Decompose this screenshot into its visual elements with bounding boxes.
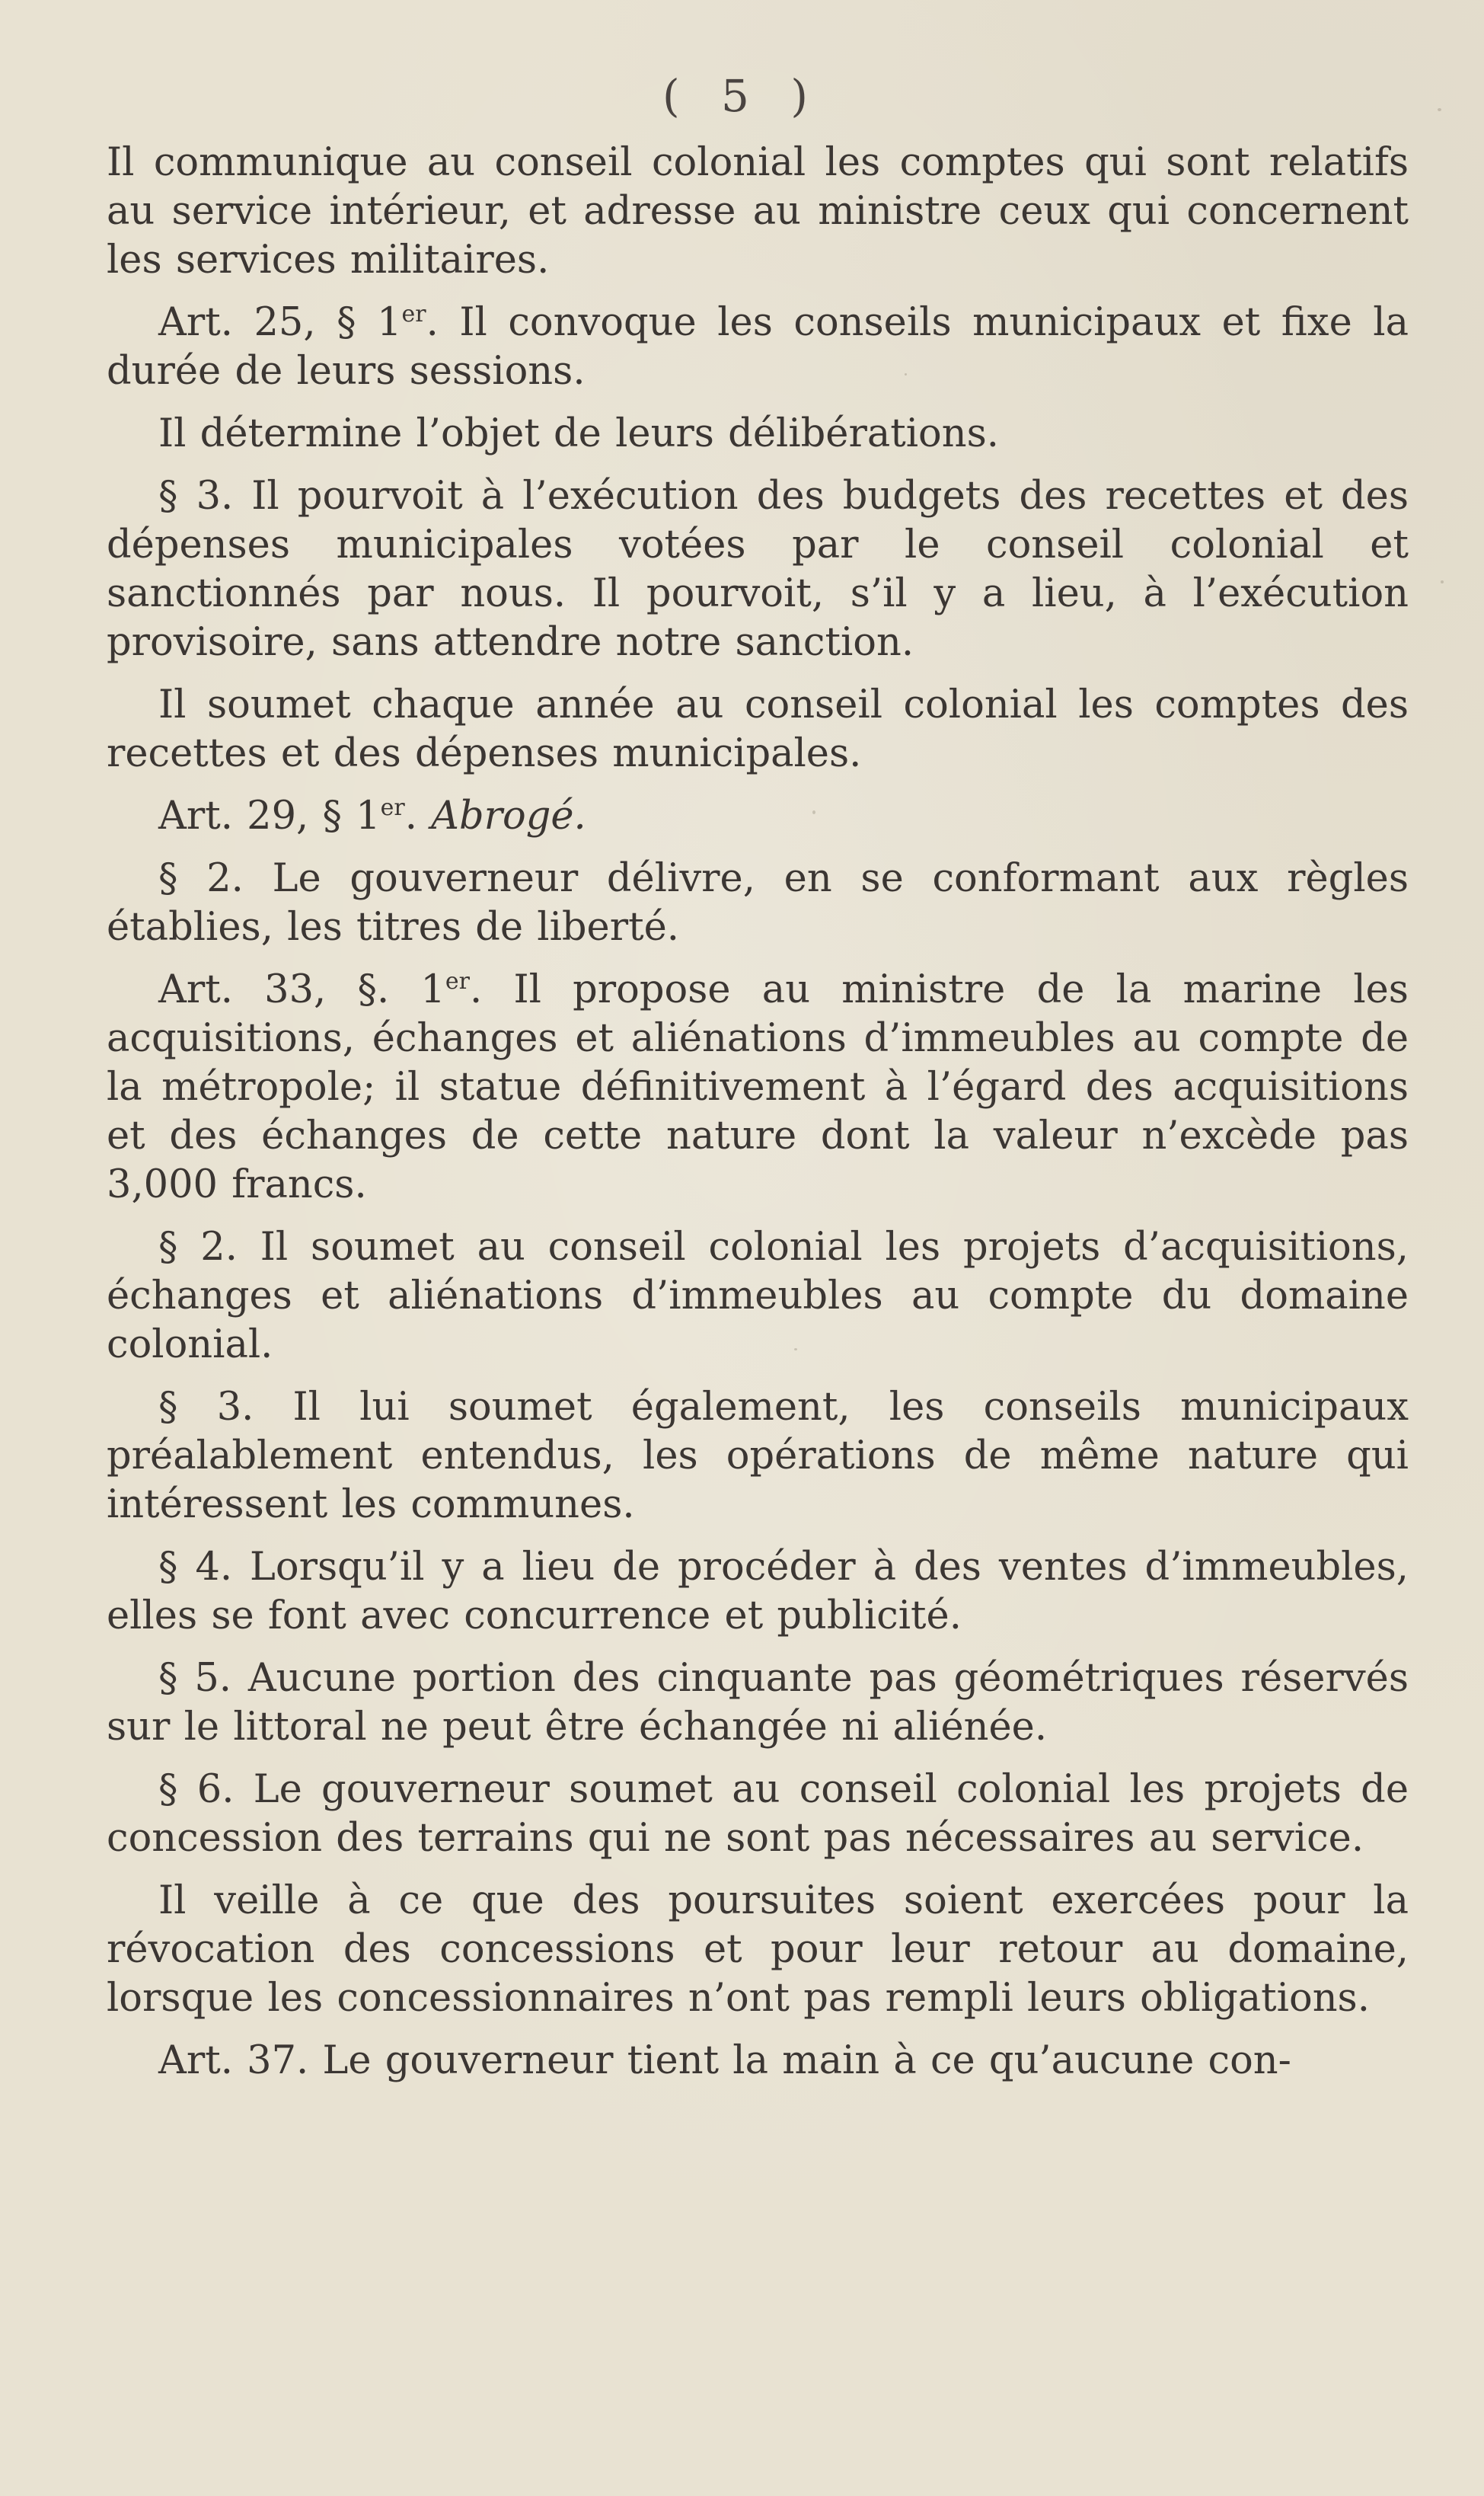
paragraph-text: § 4. Lorsqu’il y a lieu de procéder à des ventes d’immeubles, elles se font avec concurrence et publicité. [107, 1545, 1409, 1638]
paragraph-text: . Il propose au ministre de la marine les acquisitions, échanges et aliénations d’immeubles au compte de la métropole; il statue définitivement à l’égard des acquisitions et des échanges de cette nature dont la valeur n’excède pas 3,000 francs. [107, 967, 1409, 1207]
paragraph-5 [107, 681, 1409, 778]
paragraph-text: § 3. Il lui soumet également, les conseils municipaux préalablement entendus, les opérations de même nature qui intéressent les communes. [107, 1385, 1409, 1527]
paragraph-9 [107, 1223, 1409, 1369]
ordinal-superscript: er [380, 794, 405, 821]
paragraph-text: Art. 37. Le gouverneur tient la main à ce qu’aucune con- [158, 2038, 1291, 2083]
article-reference: Art. 25, § 1 [158, 300, 402, 345]
article-reference: Art. 33, §. 1 [158, 967, 445, 1012]
ordinal-superscript: er [445, 968, 470, 995]
paragraph-text: . [404, 794, 432, 839]
paragraph-7 [107, 855, 1409, 952]
paragraph-10 [107, 1383, 1409, 1529]
paper-speck [1441, 580, 1444, 583]
paragraph-11 [107, 1543, 1409, 1641]
paragraph-4 [107, 472, 1409, 667]
page-number: ( 5 ) [662, 70, 822, 122]
paragraph-6 [107, 792, 1409, 841]
paragraph-text: Il communique au conseil colonial les comptes qui sont relatifs au service intérieur, et adresse au ministre ceux qui concernent les services militaires. [107, 140, 1409, 283]
paper-speck [1438, 108, 1441, 111]
paragraph-text: § 6. Le gouverneur soumet au conseil colonial les projets de concession des terrains qui ne sont pas nécessaires au service. [107, 1767, 1409, 1861]
paragraph-text: . Il convoque les conseils municipaux et fixe la durée de leurs sessions. [107, 300, 1409, 394]
paragraph-8 [107, 966, 1409, 1210]
paragraph-text: Il détermine l’objet de leurs délibérations. [158, 411, 999, 456]
paragraph-1 [107, 139, 1409, 285]
paragraph-12 [107, 1654, 1409, 1752]
paragraph-2 [107, 299, 1409, 396]
paragraph-text: Il soumet chaque année au conseil colonial les comptes des recettes et des dépenses municipales. [107, 682, 1409, 776]
paper-speck [812, 810, 815, 814]
paragraph-15 [107, 2037, 1409, 2085]
paragraph-14 [107, 1877, 1409, 2023]
abrogated-label: Abrogé. [431, 794, 586, 839]
paragraph-text: § 2. Il soumet au conseil colonial les projets d’acquisitions, échanges et aliénations d’immeubles au compte du domaine colonial. [107, 1225, 1409, 1367]
paragraph-text: § 3. Il pourvoit à l’exécution des budgets des recettes et des dépenses municipales votées par le conseil colonial et sanctionnés par nous. Il pourvoit, s’il y a lieu, à l’exécution provisoire, sans attendre notre sanction. [107, 474, 1409, 665]
paragraph-text: Il veille à ce que des poursuites soient exercées pour la révocation des concessions et pour leur retour au domaine, lorsque les concessionnaires n’ont pas rempli leurs obligations. [107, 1878, 1409, 2021]
paragraph-text: § 5. Aucune portion des cinquante pas géométriques réservés sur le littoral ne peut être échangée ni aliénée. [107, 1656, 1409, 1750]
paragraph-13 [107, 1766, 1409, 1863]
paper-speck [794, 1348, 797, 1350]
document-body [107, 139, 1409, 2099]
paragraph-3 [107, 410, 1409, 459]
article-reference: Art. 29, § 1 [158, 794, 381, 839]
paragraph-text: § 2. Le gouverneur délivre, en se conformant aux règles établies, les titres de liberté. [107, 856, 1409, 950]
ordinal-superscript: er [401, 301, 426, 328]
paper-speck [905, 373, 907, 376]
